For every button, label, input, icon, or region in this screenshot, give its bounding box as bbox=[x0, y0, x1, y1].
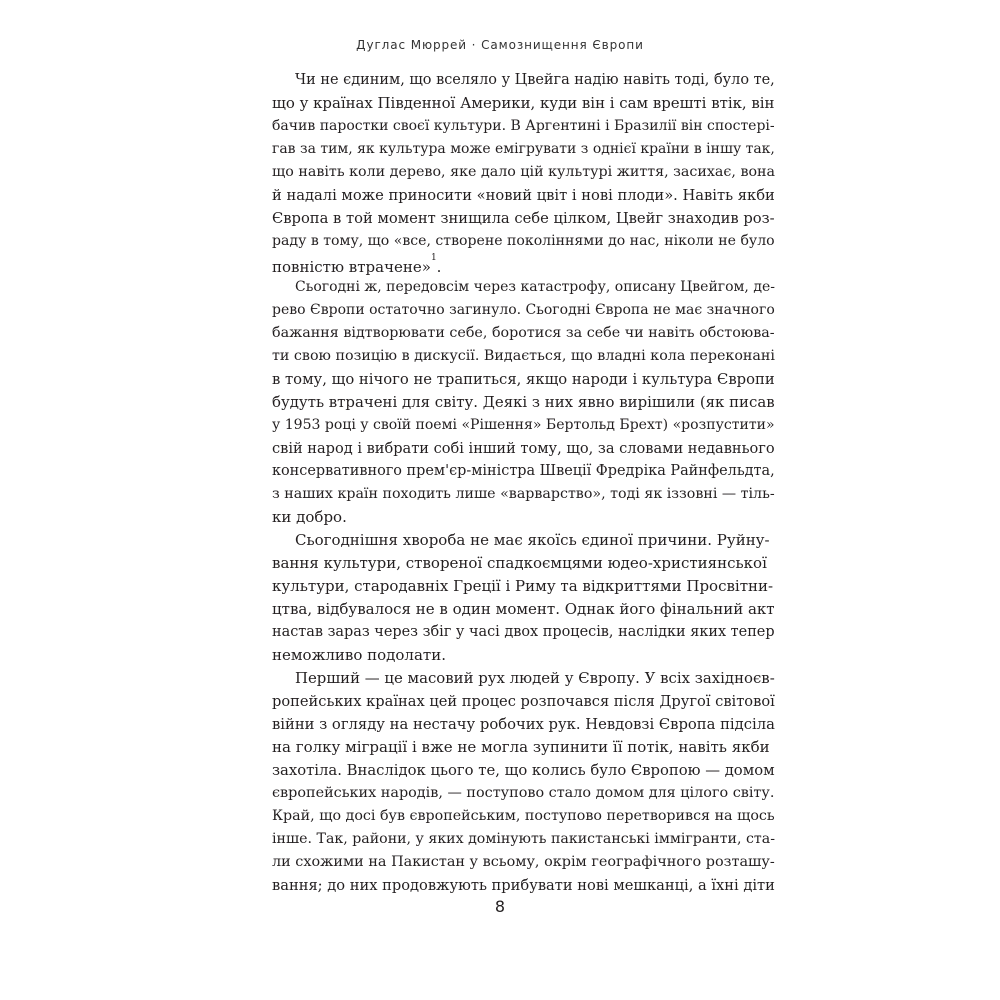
text-line: інше. Так, райони, у яких домінують пакистанські іммігранти, ста- bbox=[272, 831, 775, 847]
text-line: вання; до них продовжують прибувати нові мешканці, а їхні діти bbox=[272, 877, 775, 894]
paragraph-4 bbox=[249, 667, 775, 897]
text-line: вання культури, створеної спадкоємцями юдео-християнської bbox=[272, 554, 767, 572]
text-line: свій народ і вибрати собі інший тому, що, за словами недавнього bbox=[272, 440, 775, 457]
text-line: війни з огляду на нестачу робочих рук. Невдовзі Європа підсіла bbox=[272, 716, 775, 733]
text-line: у 1953 році у своїй поемі «Рішення» Бертольд Брехт) «розпустити» bbox=[272, 417, 775, 433]
text-line: настав зараз через збіг у часі двох процесів, наслідки яких тепер bbox=[272, 624, 775, 640]
text-line: на голку міграції і вже не могла зупинити її потік, навіть якби bbox=[272, 738, 770, 756]
paragraph-1 bbox=[249, 69, 776, 276]
text-line: культури, стародавніх Греції і Риму та відкриттями Просвітни- bbox=[272, 577, 774, 595]
text-line: Сьогодні ж, передовсім через катастрофу, описану Цвейгом, де- bbox=[295, 279, 775, 295]
text-line: гав за тим, як культура може емігрувати з однієї країни в іншу так, bbox=[272, 141, 775, 157]
text-line: Край, що досі був європейським, поступово перетворився на щось bbox=[272, 808, 775, 824]
text-line: бажання відтворювати себе, боротися за себе чи навіть обстоюва- bbox=[272, 325, 775, 341]
text-line: Європа в той момент знищила себе цілком, Цвейг знаходив роз- bbox=[272, 210, 775, 227]
text-line: ти свою позицію в дискусії. Видається, що владні кола переконані bbox=[272, 348, 775, 364]
text-line: захотіла. Внаслідок цього те, що колись було Європою — домом bbox=[272, 762, 775, 779]
text-line: що навіть коли дерево, яке дало цій культурі життя, засихає, вона bbox=[272, 164, 776, 180]
text-line: раду в тому, що «все, створене поколіннями до нас, ніколи не було bbox=[272, 233, 775, 249]
text-line: консервативного прем'єр-міністра Швеції Фредріка Райнфельдта, bbox=[272, 463, 775, 479]
paragraph-2 bbox=[249, 276, 775, 529]
text-line: рево Європи остаточно загинуло. Сьогодні Європа не має значного bbox=[272, 302, 775, 318]
text-line-with-footnote: повністю втрачене»$^1$. bbox=[272, 253, 442, 276]
body-text bbox=[249, 69, 776, 897]
footnote-marker[interactable]: 1 bbox=[430, 253, 437, 263]
text-line: Чи не єдиним, що вселяло у Цвейга надію навіть тоді, було те, bbox=[295, 72, 775, 88]
text-line: Сьогоднішня хвороба не має якоїсь єдиної причини. Руйну- bbox=[295, 531, 770, 549]
text-line: ропейських країнах цей процес розпочався після Другої світової bbox=[272, 693, 775, 710]
running-head: Дуглас Мюррей · Самознищення Європи bbox=[356, 38, 644, 52]
text-line: цтва, відбувалося не в один момент. Однак його фінальний акт bbox=[272, 600, 775, 618]
text-line: будуть втрачені для світу. Деякі з них явно вирішили (як писав bbox=[272, 393, 775, 411]
text-line: європейських народів, — поступово стало домом для цілого світу. bbox=[272, 785, 775, 801]
text-line: що у країнах Південної Америки, куди він і сам врешті втік, він bbox=[272, 94, 775, 112]
text-line-content: повністю втрачене» bbox=[272, 258, 431, 276]
text-line: в тому, що нічого не трапиться, якщо народи і культура Європи bbox=[272, 371, 775, 388]
page-number: 8 bbox=[494, 897, 506, 916]
text-line: ки добро. bbox=[272, 508, 347, 526]
text-line: Перший — це масовий рух людей у Європу. У всіх західноєв- bbox=[295, 669, 775, 687]
paragraph-3 bbox=[249, 529, 775, 667]
text-line: з наших країн походить лише «варварство», тоді як іззовні — тіль- bbox=[272, 486, 775, 502]
text-line: бачив паростки своєї культури. В Аргентині і Бразилії він спостері- bbox=[272, 118, 775, 134]
text-line: й надалі може приносити «новий цвіт і нові плоди». Навіть якби bbox=[272, 187, 775, 204]
text-line: неможливо подолати. bbox=[272, 646, 446, 664]
text-line: ли схожими на Пакистан у всьому, окрім географічного розташу- bbox=[272, 854, 775, 870]
